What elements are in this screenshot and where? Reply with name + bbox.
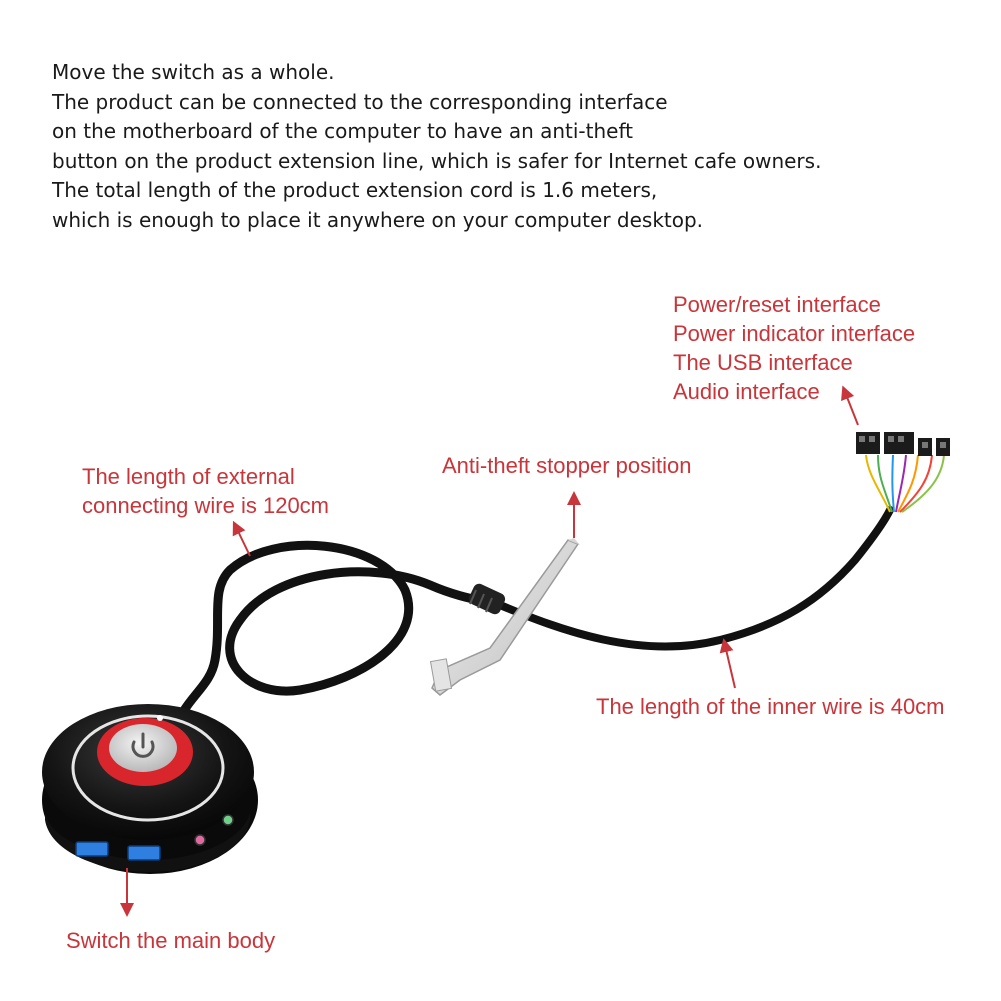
external-cable	[175, 545, 500, 735]
interface-usb: The USB interface	[673, 350, 853, 375]
intro-line: The product can be connected to the corresponding interface	[52, 89, 668, 114]
external-wire-label	[82, 462, 329, 520]
intro-line: which is enough to place it anywhere on your computer desktop.	[52, 207, 704, 232]
anti-theft-bracket	[431, 538, 580, 695]
inner-cable	[500, 510, 890, 647]
external-wire-label-line: The length of external	[82, 464, 295, 489]
intro-line: The total length of the product extension cord is 1.6 meters,	[52, 178, 658, 203]
external-wire-label-line: connecting wire is 120cm	[82, 493, 330, 518]
audio-jack-icon	[223, 815, 233, 825]
usb-port-icon	[128, 846, 160, 860]
anti-theft-label: Anti-theft stopper position	[442, 453, 692, 478]
interfaces-label	[673, 290, 915, 406]
switch-main-body	[42, 704, 258, 874]
interface-power-reset: Power/reset interface	[673, 292, 881, 317]
intro-line: on the motherboard of the computer to have an anti-theft	[52, 119, 634, 144]
main-body-label: Switch the main body	[66, 928, 276, 953]
usb-port-icon	[76, 842, 108, 856]
arrow-external-wire	[236, 527, 250, 556]
audio-jack-icon	[195, 835, 205, 845]
intro-line: button on the product extension line, which is safer for Internet cafe owners.	[52, 148, 822, 173]
header-wires	[856, 432, 950, 512]
interface-power-indicator: Power indicator interface	[673, 321, 916, 346]
inner-wire-label: The length of the inner wire is 40cm	[596, 694, 945, 719]
interface-audio: Audio interface	[673, 379, 820, 404]
cable-grommet	[467, 582, 507, 616]
arrow-inner-wire	[725, 645, 735, 688]
intro-line: Move the switch as a whole.	[52, 60, 335, 84]
